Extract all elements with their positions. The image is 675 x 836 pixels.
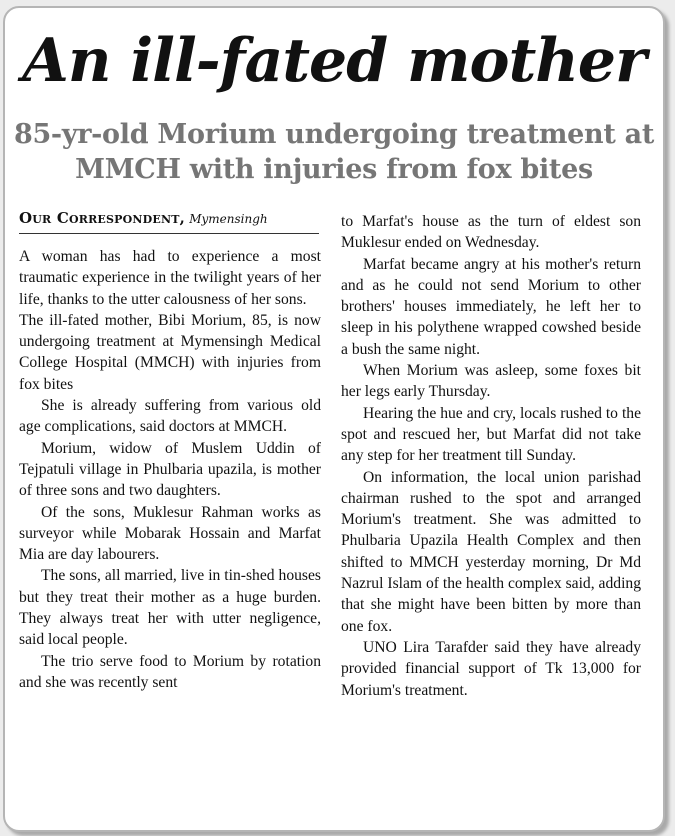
article-card bbox=[3, 6, 665, 832]
byline bbox=[19, 209, 319, 229]
byline-role: Our Correspondent, bbox=[19, 209, 186, 227]
subheadline: 85-yr-old Morium undergoing treatment at MMCH with injuries from fox bites bbox=[13, 119, 655, 185]
paragraph: to Marfat's house as the turn of eldest son Muklesur ended on Wednesday. bbox=[341, 213, 641, 252]
paragraph: Marfat became angry at his mother's return and as he could not send Morium to other brothers' houses immediately, he left her to sleep in his polythene wrapped cowshed beside a bush the same night. bbox=[341, 255, 641, 358]
paragraph: A woman has had to experience a most traumatic experience in the twilight years of her life, thanks to the utter calousness of her sons. bbox=[19, 248, 321, 308]
paragraph: Hearing the hue and cry, locals rushed to the spot and rescued her, but Marfat did not take any step for her treatment till Sunday. bbox=[341, 404, 641, 465]
paragraph: The trio serve food to Morium by rotation and she was recently sent bbox=[19, 652, 321, 691]
byline-place: Mymensingh bbox=[189, 212, 268, 226]
paragraph: UNO Lira Tarafder said they have already provided financial support of Tk 13,000 for Morium's treatment. bbox=[341, 638, 641, 699]
byline-divider bbox=[19, 233, 319, 234]
paragraph: The sons, all married, live in tin-shed houses but they treat their mother as a huge burden. They always treat her with utter negligence, said local people. bbox=[19, 567, 321, 649]
paragraph: Of the sons, Muklesur Rahman works as surveyor while Mobarak Hossain and Marfat Mia are day labourers. bbox=[19, 503, 321, 564]
headline: An ill-fated mother bbox=[22, 26, 646, 96]
right-column bbox=[341, 211, 641, 701]
paragraph: When Morium was asleep, some foxes bit her legs early Thursday. bbox=[341, 362, 641, 401]
paragraph: On information, the local union parishad chairman rushed to the spot and arranged Morium's treatment. She was admitted to Phulbaria Upazila Health Complex and then shifted to MMCH yesterday morning, Dr Md Nazrul Islam of the health complex said, adding that she might have been bitten by more than one fox. bbox=[341, 468, 641, 635]
left-column bbox=[19, 246, 321, 693]
paragraph: She is already suffering from various old age complications, said doctors at MMCH. bbox=[19, 397, 321, 436]
paragraph: The ill-fated mother, Bibi Morium, 85, is now undergoing treatment at Mymensingh Medical College Hospital (MMCH) with injuries from fox bites bbox=[19, 311, 321, 393]
paragraph: Morium, widow of Muslem Uddin of Tejpatuli village in Phulbaria upazila, is mother of three sons and two daughters. bbox=[19, 439, 321, 500]
